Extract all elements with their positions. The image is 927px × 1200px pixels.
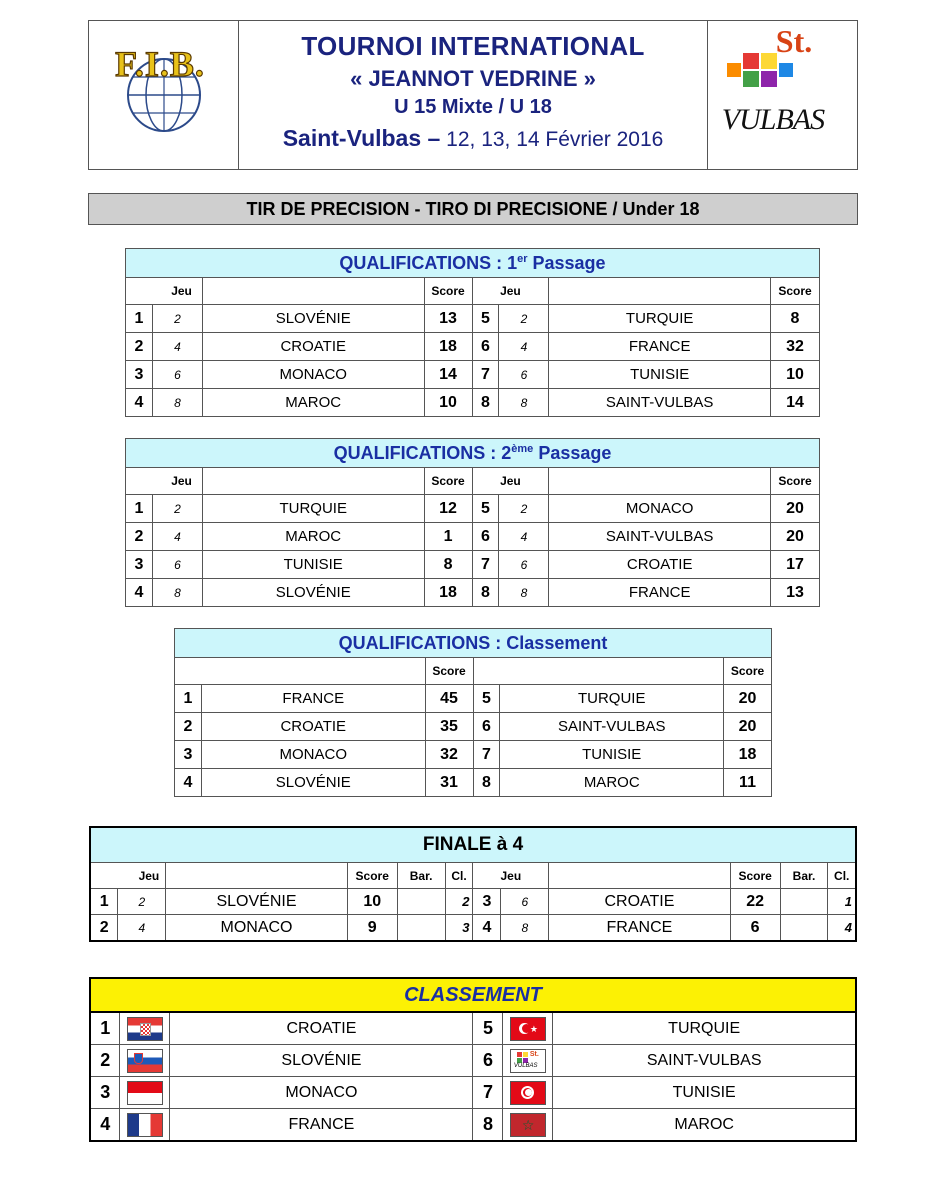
qualifications-1-title: QUALIFICATIONS : 1er Passage — [126, 249, 820, 278]
location: Saint-Vulbas – — [282, 125, 441, 151]
rank: 7 — [473, 741, 500, 769]
rank: 3 — [126, 361, 153, 389]
team: FRANCE — [201, 685, 425, 713]
team-header — [202, 468, 424, 495]
flag-cell — [503, 1045, 553, 1077]
title-box — [239, 21, 708, 169]
jeu-header: Jeu — [90, 863, 166, 889]
team: TURQUIE — [549, 305, 771, 333]
team: SLOVÉNIE — [202, 305, 424, 333]
team: MAROC — [500, 769, 724, 797]
score: 8 — [771, 305, 820, 333]
table-row — [90, 1077, 856, 1109]
rank: 7 — [472, 551, 499, 579]
score: 14 — [424, 361, 472, 389]
jeu: 6 — [152, 551, 202, 579]
table-row — [126, 579, 820, 607]
table-row — [126, 551, 820, 579]
rank: 6 — [472, 333, 499, 361]
team-header — [473, 658, 724, 685]
score: 31 — [425, 769, 473, 797]
team: SLOVÉNIE — [170, 1045, 473, 1077]
team: MAROC — [553, 1109, 856, 1142]
table-header-row — [126, 278, 820, 305]
score: 13 — [771, 579, 820, 607]
rank: 8 — [473, 769, 500, 797]
table-row — [90, 1109, 856, 1142]
rank: 6 — [473, 1045, 503, 1077]
classement-value: 2 — [445, 889, 473, 915]
rank: 2 — [90, 915, 118, 942]
finale-title: FINALE à 4 — [90, 827, 856, 863]
table-row — [126, 333, 820, 361]
finale-table — [89, 826, 857, 942]
table-row — [126, 495, 820, 523]
table-row — [175, 769, 772, 797]
team: SLOVÉNIE — [166, 889, 348, 915]
bar-header: Bar. — [780, 863, 828, 889]
rank: 1 — [126, 495, 153, 523]
team: TURQUIE — [500, 685, 724, 713]
rank: 5 — [472, 495, 499, 523]
turkey-flag-icon: ★ — [510, 1017, 546, 1041]
croatia-flag-icon — [127, 1017, 163, 1041]
team: FRANCE — [549, 333, 771, 361]
table-row — [175, 685, 772, 713]
rank: 1 — [126, 305, 153, 333]
classement-value: 3 — [445, 915, 473, 942]
bar — [397, 889, 445, 915]
team: MAROC — [202, 523, 424, 551]
table-header-row — [90, 863, 856, 889]
final-ranking-title: CLASSEMENT — [90, 978, 856, 1012]
qualifications-ranking-table — [174, 628, 772, 797]
team: CROATIE — [549, 551, 771, 579]
jeu: 2 — [499, 305, 549, 333]
rank: 5 — [473, 685, 500, 713]
jeu: 4 — [152, 333, 202, 361]
score-header: Score — [771, 278, 820, 305]
team: TUNISIE — [500, 741, 724, 769]
score-header: Score — [424, 278, 472, 305]
team: MONACO — [201, 741, 425, 769]
rank: 4 — [126, 389, 153, 417]
rank: 6 — [473, 713, 500, 741]
rank: 4 — [473, 915, 501, 942]
team: SAINT-VULBAS — [549, 523, 771, 551]
rank: 4 — [90, 1109, 120, 1142]
rank: 4 — [126, 579, 153, 607]
classement-value: 4 — [828, 915, 856, 942]
team: MONACO — [170, 1077, 473, 1109]
jeu-header: Jeu — [126, 468, 203, 495]
team-header — [166, 863, 348, 889]
jeu: 2 — [499, 495, 549, 523]
flag-cell — [120, 1077, 170, 1109]
jeu: 2 — [152, 495, 202, 523]
team: CROATIE — [202, 333, 424, 361]
rank: 2 — [175, 713, 202, 741]
score: 11 — [724, 769, 772, 797]
rank: 8 — [473, 1109, 503, 1142]
team: TURQUIE — [202, 495, 424, 523]
final-ranking-table — [89, 977, 857, 1142]
team: CROATIE — [549, 889, 730, 915]
rank: 1 — [90, 1012, 120, 1045]
rank: 1 — [175, 685, 202, 713]
flag-cell — [120, 1109, 170, 1142]
score: 45 — [425, 685, 473, 713]
score: 1 — [424, 523, 472, 551]
team-header — [175, 658, 426, 685]
jeu-header: Jeu — [473, 863, 549, 889]
score: 13 — [424, 305, 472, 333]
jeu: 4 — [152, 523, 202, 551]
score-header: Score — [724, 658, 772, 685]
team: MONACO — [166, 915, 348, 942]
slovenia-flag-icon — [127, 1049, 163, 1073]
jeu-header: Jeu — [126, 278, 203, 305]
team: TUNISIE — [549, 361, 771, 389]
jeu: 8 — [152, 389, 202, 417]
jeu: 6 — [501, 889, 549, 915]
table-row — [90, 889, 856, 915]
rank: 2 — [126, 333, 153, 361]
rank: 1 — [90, 889, 118, 915]
rank: 3 — [473, 889, 501, 915]
table-row — [126, 523, 820, 551]
team: TUNISIE — [202, 551, 424, 579]
team: MAROC — [202, 389, 424, 417]
flag-cell — [503, 1012, 553, 1045]
score: 35 — [425, 713, 473, 741]
categories: U 15 Mixte / U 18 — [394, 96, 552, 118]
jeu: 4 — [499, 523, 549, 551]
dates: 12, 13, 14 Février 2016 — [446, 128, 664, 151]
score: 20 — [724, 713, 772, 741]
rank: 3 — [90, 1077, 120, 1109]
score: 10 — [347, 889, 397, 915]
jeu-header: Jeu — [472, 468, 549, 495]
bar — [397, 915, 445, 942]
jeu: 6 — [152, 361, 202, 389]
team: TUNISIE — [553, 1077, 856, 1109]
score: 6 — [730, 915, 780, 942]
score: 20 — [724, 685, 772, 713]
score: 22 — [730, 889, 780, 915]
score: 18 — [424, 579, 472, 607]
score-header: Score — [424, 468, 472, 495]
fib-logo-cell — [89, 21, 239, 169]
team-header — [549, 863, 730, 889]
table-row — [90, 915, 856, 942]
team-header — [549, 468, 771, 495]
table-row — [90, 1012, 856, 1045]
score: 10 — [424, 389, 472, 417]
bar — [780, 915, 828, 942]
score: 14 — [771, 389, 820, 417]
jeu: 4 — [118, 915, 166, 942]
document-header — [88, 20, 858, 170]
jeu: 8 — [501, 915, 549, 942]
cl-header: Cl. — [445, 863, 473, 889]
jeu: 8 — [152, 579, 202, 607]
tunisia-flag-icon — [510, 1081, 546, 1105]
score-header: Score — [730, 863, 780, 889]
jeu: 8 — [499, 389, 549, 417]
rank: 7 — [472, 361, 499, 389]
rank: 6 — [472, 523, 499, 551]
qualifications-2-title: QUALIFICATIONS : 2ème Passage — [126, 439, 820, 468]
flag-cell — [120, 1012, 170, 1045]
team: SLOVÉNIE — [202, 579, 424, 607]
location-dates — [239, 125, 707, 152]
rank: 5 — [473, 1012, 503, 1045]
jeu: 6 — [499, 551, 549, 579]
rank: 8 — [472, 579, 499, 607]
team: CROATIE — [170, 1012, 473, 1045]
rank: 3 — [126, 551, 153, 579]
classement-value: 1 — [828, 889, 856, 915]
team-header — [202, 278, 424, 305]
qualifications-ranking-title: QUALIFICATIONS : Classement — [175, 629, 772, 658]
saint-vulbas-logo-icon: St. VULBAS — [510, 1049, 546, 1073]
team: MONACO — [549, 495, 771, 523]
jeu-header: Jeu — [472, 278, 549, 305]
team: FRANCE — [549, 579, 771, 607]
section-title: TIR DE PRECISION - TIRO DI PRECISIONE / Under 18 — [88, 193, 858, 225]
team: TURQUIE — [553, 1012, 856, 1045]
jeu: 4 — [499, 333, 549, 361]
team: SAINT-VULBAS — [549, 389, 771, 417]
rank: 7 — [473, 1077, 503, 1109]
table-row — [126, 305, 820, 333]
monaco-flag-icon — [127, 1081, 163, 1105]
score: 32 — [425, 741, 473, 769]
table-row — [126, 389, 820, 417]
score: 10 — [771, 361, 820, 389]
rank: 2 — [126, 523, 153, 551]
team: SAINT-VULBAS — [500, 713, 724, 741]
flag-cell — [503, 1109, 553, 1142]
saint-vulbas-logo-cell — [708, 21, 857, 169]
jeu: 6 — [499, 361, 549, 389]
team: SLOVÉNIE — [201, 769, 425, 797]
team: FRANCE — [170, 1109, 473, 1142]
jeu: 8 — [499, 579, 549, 607]
score: 20 — [771, 495, 820, 523]
qualifications-1-table — [125, 248, 820, 417]
tournament-name: « JEANNOT VEDRINE » — [350, 66, 596, 91]
logo-st-text: St. — [775, 23, 813, 59]
score: 18 — [424, 333, 472, 361]
score: 17 — [771, 551, 820, 579]
team-header — [549, 278, 771, 305]
flag-cell — [503, 1077, 553, 1109]
table-row — [126, 361, 820, 389]
fib-logo-text: F.I.B. — [115, 44, 205, 84]
team: CROATIE — [201, 713, 425, 741]
morocco-flag-icon: ☆ — [510, 1113, 546, 1137]
score-header: Score — [347, 863, 397, 889]
qualifications-2-table — [125, 438, 820, 607]
score: 8 — [424, 551, 472, 579]
rank: 8 — [472, 389, 499, 417]
table-row — [175, 713, 772, 741]
jeu: 2 — [118, 889, 166, 915]
rank: 4 — [175, 769, 202, 797]
score: 12 — [424, 495, 472, 523]
france-flag-icon — [127, 1113, 163, 1137]
score-header: Score — [771, 468, 820, 495]
score: 32 — [771, 333, 820, 361]
bar-header: Bar. — [397, 863, 445, 889]
table-row — [175, 741, 772, 769]
team: MONACO — [202, 361, 424, 389]
score: 9 — [347, 915, 397, 942]
score: 18 — [724, 741, 772, 769]
tournament-title: TOURNOI INTERNATIONAL — [301, 31, 645, 61]
cl-header: Cl. — [828, 863, 856, 889]
flag-cell — [120, 1045, 170, 1077]
rank: 5 — [472, 305, 499, 333]
table-header-row — [175, 658, 772, 685]
team: FRANCE — [549, 915, 730, 942]
score: 20 — [771, 523, 820, 551]
table-header-row — [126, 468, 820, 495]
table-row — [90, 1045, 856, 1077]
logo-vulbas-text: VULBAS — [721, 103, 825, 136]
rank: 3 — [175, 741, 202, 769]
jeu: 2 — [152, 305, 202, 333]
rank: 2 — [90, 1045, 120, 1077]
bar — [780, 889, 828, 915]
team: SAINT-VULBAS — [553, 1045, 856, 1077]
score-header: Score — [425, 658, 473, 685]
